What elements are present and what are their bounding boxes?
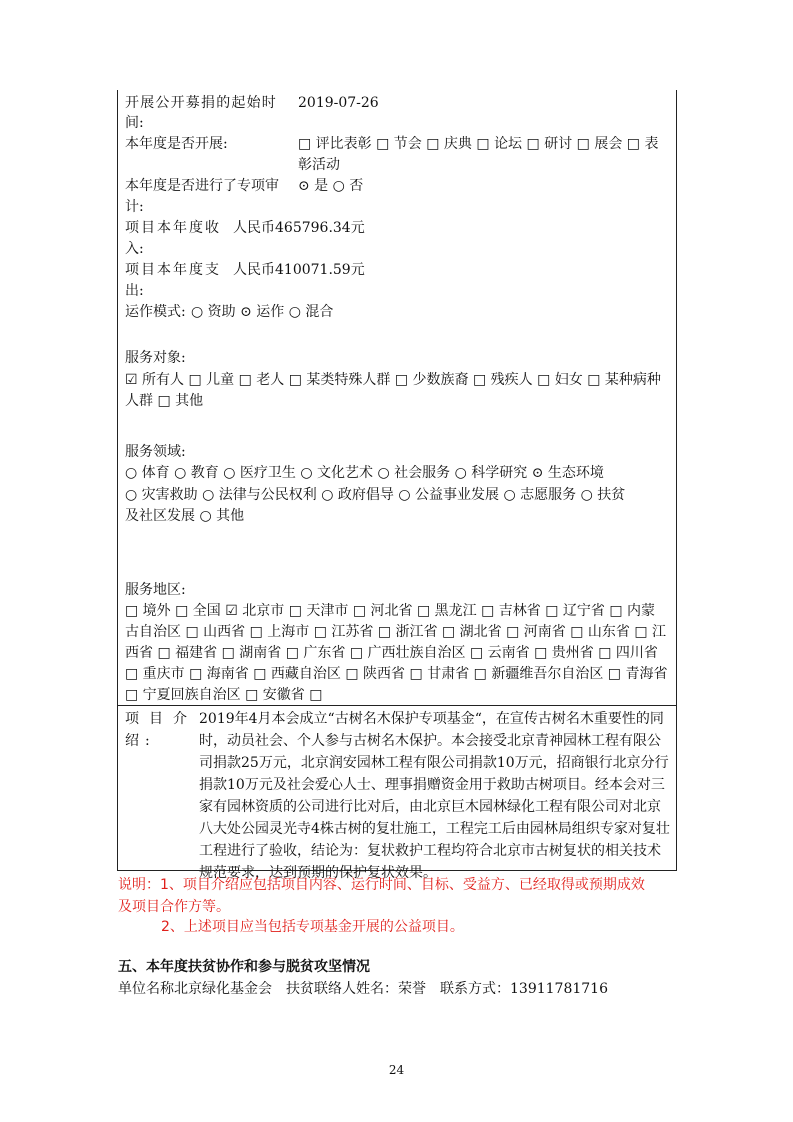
start-date-value: 2019-07-26 <box>298 95 379 111</box>
note-line3: 2、上述项目应当包括专项基金开展的公益项目。 <box>161 919 464 935</box>
audit-value: ⊙ 是 ○ 否 <box>298 178 364 194</box>
activities-options-line2: 彰活动 <box>298 157 340 173</box>
service-regions-label: 服务地区: <box>125 582 186 598</box>
service-regions-line1: □ 境外 □ 全国 ☑ 北京市 □ 天津市 □ 河北省 □ 黑龙江 □ 吉林省 □ 辽宁省 □ 内蒙 <box>125 603 656 619</box>
expense-label-2: 出: <box>125 283 144 299</box>
mode-label: 运作模式: <box>125 304 186 320</box>
note-line2: 及项目合作方等。 <box>118 899 230 915</box>
project-intro-label: 项目介绍: <box>125 711 193 749</box>
expense-value: 人民币410071.59元 <box>233 262 365 278</box>
service-targets-label: 服务对象: <box>125 350 186 366</box>
service-regions-line2: 古自治区 □ 山西省 □ 上海市 □ 江苏省 □ 浙江省 □ 湖北省 □ 河南省 □ 山东省 □ 江 <box>125 624 667 640</box>
page-number: 24 <box>388 1063 405 1077</box>
service-fields-line2: ○ 灾害救助 ○ 法律与公民权利 ○ 政府倡导 ○ 公益事业发展 ○ 志愿服务 ○ 扶贫 <box>125 487 626 503</box>
project-intro-text: 2019年4月本会成立“古树名木保护专项基金“，在宣传古树名木重要性的同时，动员社会、个人参与古树名木保护。本会接受北京青神园林工程有限公司捐款25万元，北京润安园林工程有限公司捐款10万元，招商银行北京分行捐款10万元及社会爱心人士、理事捐赠资金用于救助古树项目。经本会对三家有园林资质的公司进行比对后，由北京巨木园林绿化工程有限公司对北京八大处公园灵光寺4株古树的复壮施工，工程完工后由园林局组织专家对复壮工程进行了验收，结论为：复状救护工程均符合北京市古树复状的相关技术规范要求，达到预期的保护复状效果。 <box>199 711 670 881</box>
service-regions-line3: 西省 □ 福建省 □ 湖南省 □ 广东省 □ 广西壮族自治区 □ 云南省 □ 贵州省 □ 四川省 <box>125 645 658 661</box>
service-fields-label: 服务领域: <box>125 444 186 460</box>
activities-label: 本年度是否开展: <box>125 136 228 152</box>
audit-label-1: 本年度是否进行了专项审 <box>125 178 279 194</box>
start-date-label-1: 开展公开募捐的起始时 <box>125 95 277 111</box>
service-fields-line3: 及社区发展 ○ 其他 <box>125 508 245 524</box>
income-label-2: 入: <box>125 241 144 257</box>
audit-label-2: 计: <box>125 199 144 215</box>
service-regions-line4: □ 重庆市 □ 海南省 □ 西藏自治区 □ 陕西省 □ 甘肃省 □ 新疆维吾尔自治区 □ 青海省 <box>125 666 668 682</box>
income-value: 人民币465796.34元 <box>233 220 365 236</box>
income-label-1: 项目本年度收 <box>125 220 221 236</box>
start-date-label-2: 间: <box>125 115 144 131</box>
mode-value: ○ 资助 ⊙ 运作 ○ 混合 <box>191 304 334 320</box>
note-line1: 说明：1、项目介绍应包括项目内容、运行时间、目标、受益方、已经取得或预期成效 <box>118 877 645 893</box>
service-fields-line1: ○ 体育 ○ 教育 ○ 医疗卫生 ○ 文化艺术 ○ 社会服务 ○ 科学研究 ⊙ 生态环境 <box>125 465 604 481</box>
section-5-title: 五、本年度扶贫协作和参与脱贫攻坚情况 <box>118 959 370 975</box>
service-targets-line1: ☑ 所有人 □ 儿童 □ 老人 □ 某类特殊人群 □ 少数族裔 □ 残疾人 □ 妇女 □ 某种病种 <box>125 372 661 388</box>
activities-options-line1: □ 评比表彰 □ 节会 □ 庆典 □ 论坛 □ 研讨 □ 展会 □ 表 <box>298 136 659 152</box>
service-regions-line5: □ 宁夏回族自治区 □ 安徽省 □ <box>125 687 323 703</box>
service-targets-line2: 人群 □ 其他 <box>125 393 204 409</box>
expense-label-1: 项目本年度支 <box>125 262 221 278</box>
poverty-contact-line: 单位名称北京绿化基金会 扶贫联络人姓名：荣誉 联系方式：13911781716 <box>118 981 608 997</box>
